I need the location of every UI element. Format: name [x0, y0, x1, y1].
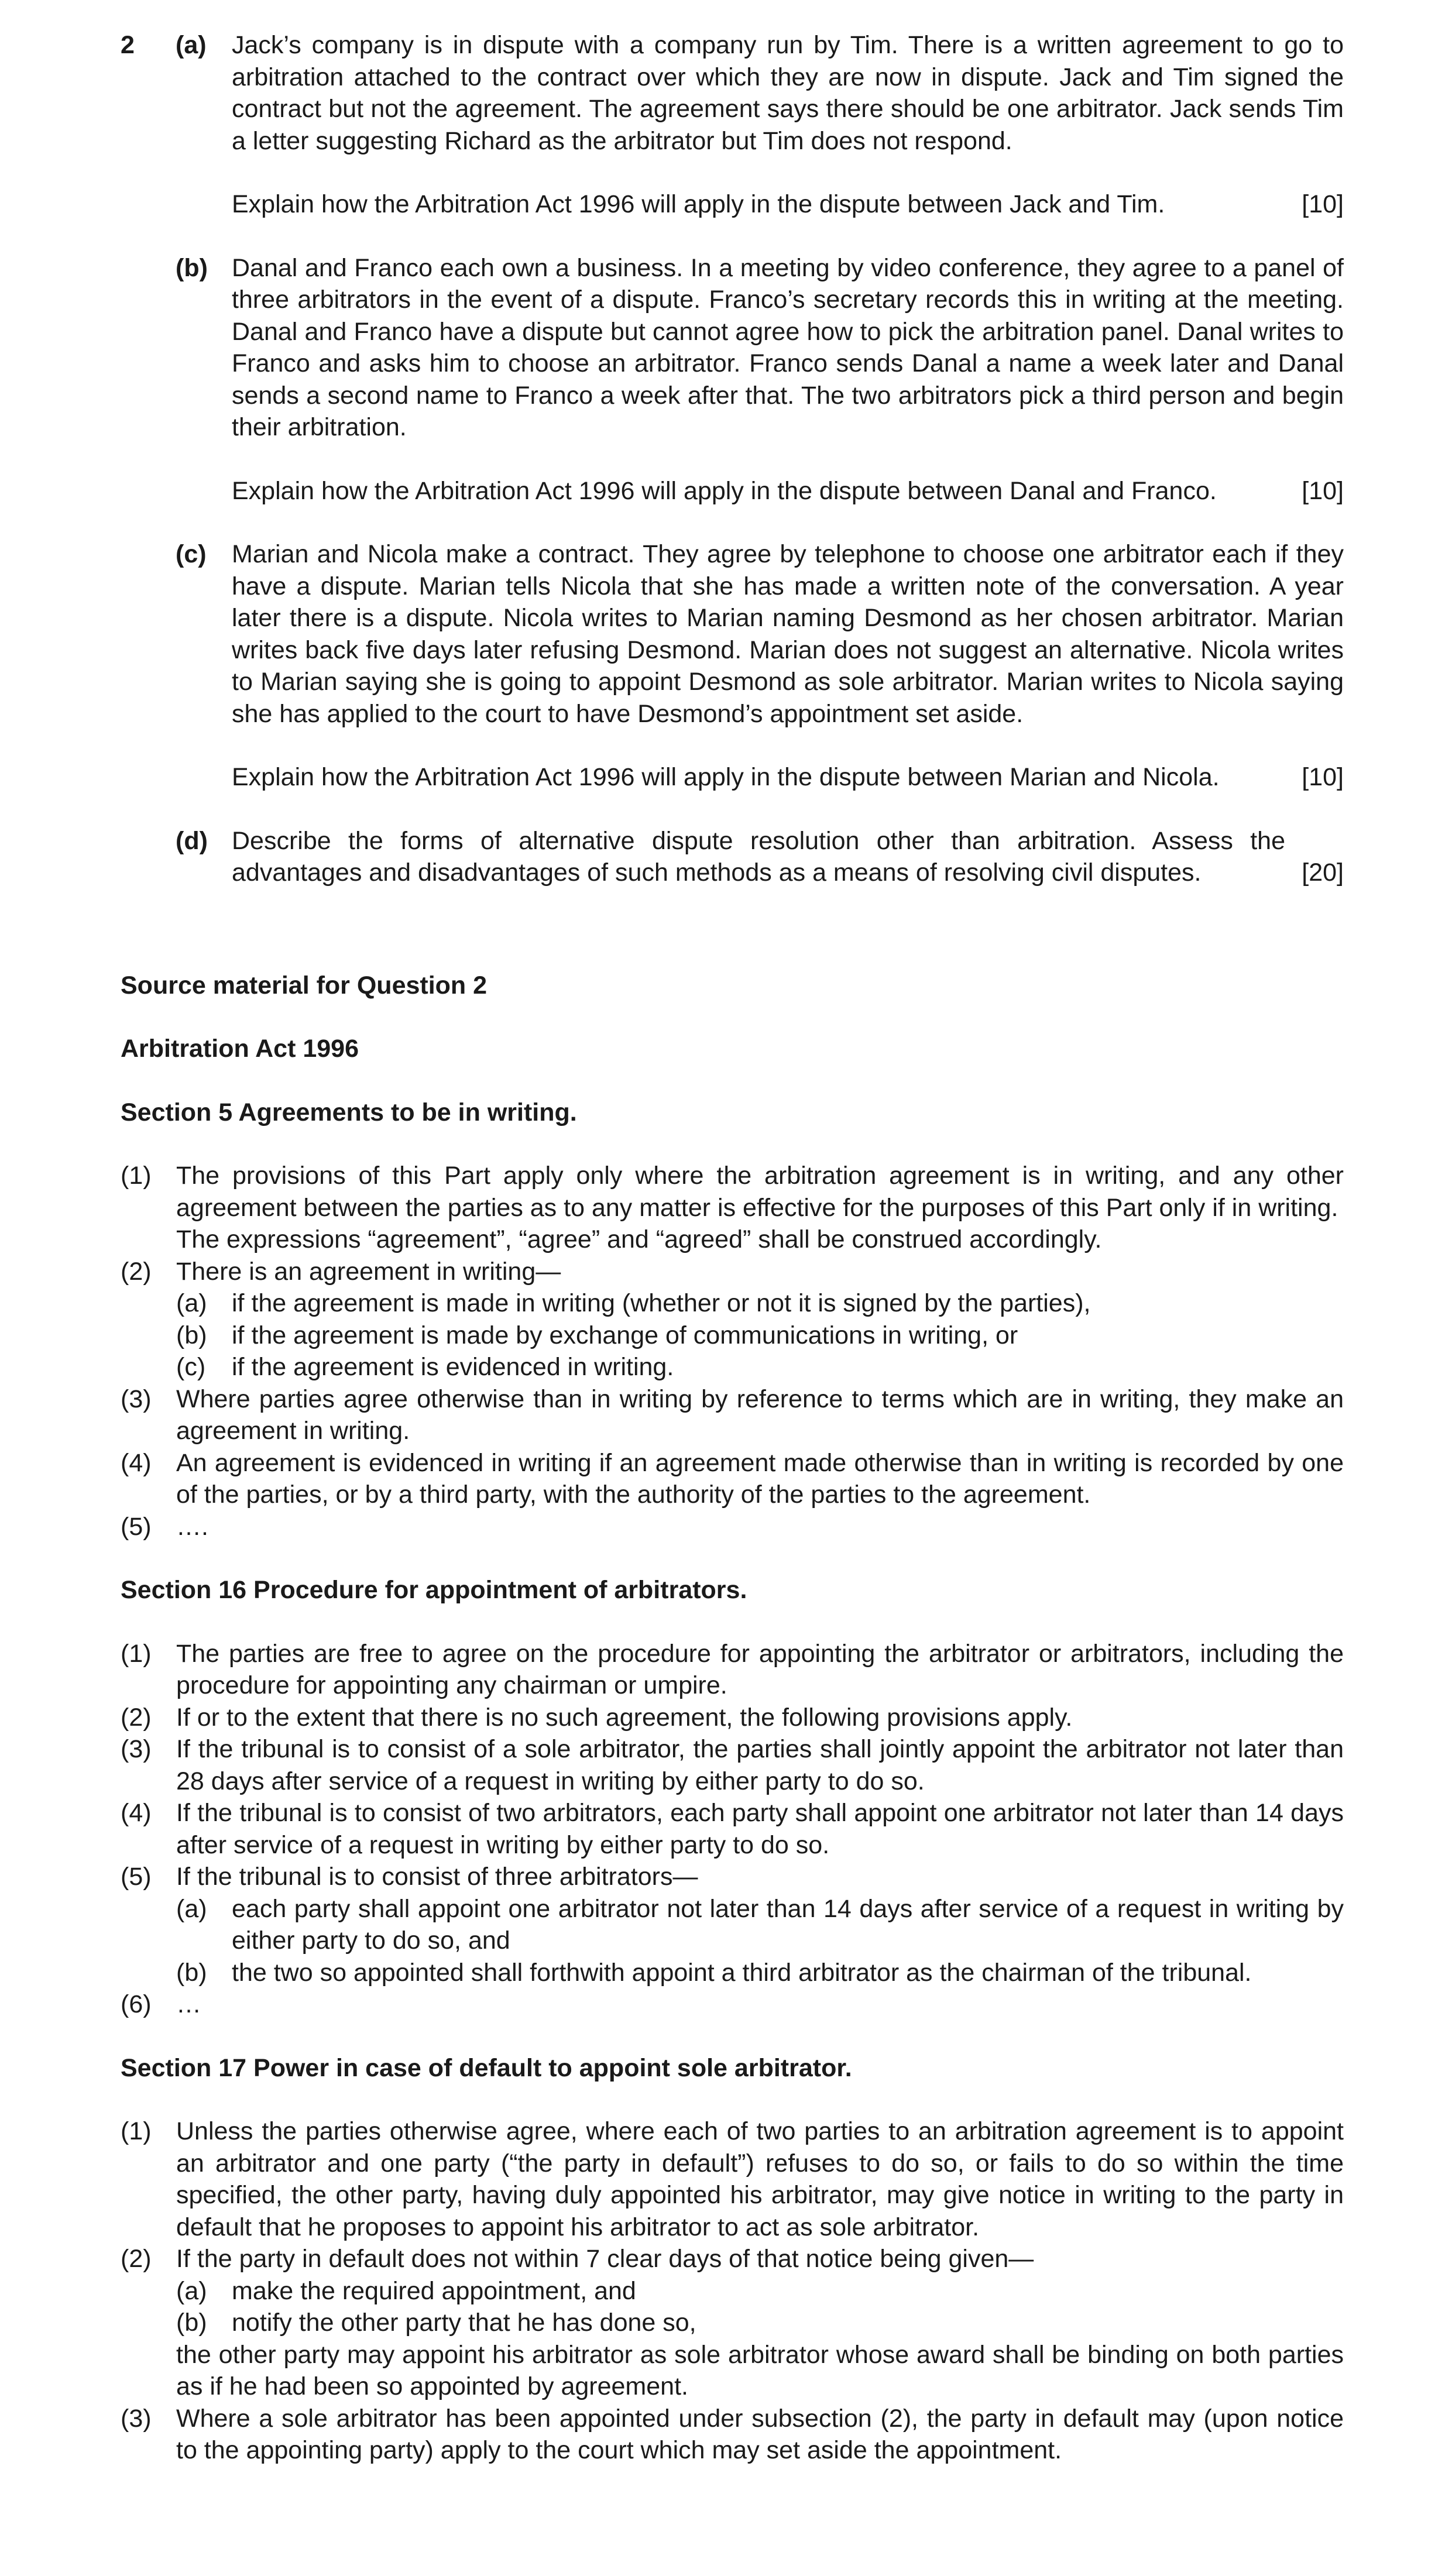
subitem-label: (b) — [176, 2309, 207, 2337]
part-d — [121, 825, 1344, 889]
act-title: Arbitration Act 1996 — [121, 1035, 359, 1063]
part-b — [121, 252, 1344, 507]
part-task — [232, 475, 1344, 507]
section-16-title: Section 16 Procedure for appointment of arbitrators. — [121, 1576, 747, 1604]
s16-item-6 — [121, 1988, 1344, 2021]
item-label: (3) — [121, 1385, 152, 1413]
subitem-text: the two so appointed shall forthwith appoint a third arbitrator as the chairman of the tribunal. — [232, 1958, 1252, 1987]
subitem-label: (c) — [176, 1353, 206, 1381]
task-text: Explain how the Arbitration Act 1996 will apply in the dispute between Jack and Tim. — [232, 190, 1165, 218]
item-text: If or to the extent that there is no such agreement, the following provisions apply. — [176, 1703, 1073, 1732]
s17-item-2b — [121, 2307, 1344, 2339]
s16-item-3 — [121, 1733, 1344, 1797]
s17-item-2a — [121, 2275, 1344, 2307]
part-scenario: Marian and Nicola make a contract. They agree by telephone to choose one arbitrator each if they have a dispute. Marian tells Nicola that she has made a written note of the conversation. A year later there is a dispute. Nicola writes to Marian naming Desmond as her chosen arbitrator. Marian writes back five days later refusing Desmond. Marian does not suggest an alternative. Nicola writes to Marian saying she is going to appoint Desmond as sole arbitrator. Marian writes to Nicola saying she has applied to the court to have Desmond’s appointment set aside. — [232, 540, 1344, 728]
item-extra: The expressions “agreement”, “agree” and “agreed” shall be construed accordingly. — [176, 1225, 1102, 1253]
part-scenario — [232, 825, 1344, 889]
s5-item-4 — [121, 1447, 1344, 1511]
s5-item-2c — [121, 1351, 1344, 1383]
part-scenario: Danal and Franco each own a business. In a meeting by video conference, they agree to a panel of three arbitrators in the event of a dispute. Franco’s secretary records this in writing at the meeting. Danal and Franco have a dispute but cannot agree how to pick the arbitration panel. Danal writes to Franco and asks him to choose an arbitrator. Franco sends Danal a name a week later and Danal sends a second name to Franco a week after that. The two arbitrators pick a third person and begin their arbitration. — [232, 253, 1344, 441]
item-text: … — [176, 1990, 201, 2018]
item-text: …. — [176, 1512, 208, 1541]
item-label: (2) — [121, 1703, 152, 1732]
subitem-label: (b) — [176, 1321, 207, 1349]
subitem-text: if the agreement is evidenced in writing. — [232, 1353, 674, 1381]
item-text: The provisions of this Part apply only where the arbitration agreement is in writing, and any other agreement between the parties as to any matter is effective for the purposes of this Part only if in writing. — [176, 1162, 1344, 1222]
item-text: Unless the parties otherwise agree, where each of two parties to an arbitration agreement is to appoint an arbitrator and one party (“the party in default”) refuses to do so, or fails to do so within the time specified, the other party, having duly appointed his arbitrator, may give notice in writing to the party in default that he proposes to appoint his arbitrator to act as sole arbitrator. — [176, 2117, 1344, 2241]
item-text: If the tribunal is to consist of two arbitrators, each party shall appoint one arbitrator not later than 14 days after service of a request in writing by either party to do so. — [176, 1799, 1344, 1859]
item-label: (2) — [121, 2245, 152, 2273]
subitem-text: make the required appointment, and — [232, 2276, 636, 2305]
s5-item-2 — [121, 1256, 1344, 1288]
s16-item-5a — [121, 1893, 1344, 1957]
subitem-label: (a) — [176, 1894, 207, 1923]
marks: [20] — [1302, 858, 1344, 887]
task-text: Explain how the Arbitration Act 1996 will apply in the dispute between Marian and Nicola. — [232, 763, 1220, 791]
section-5-title: Section 5 Agreements to be in writing. — [121, 1098, 577, 1126]
marks: [10] — [1302, 190, 1344, 218]
part-task — [232, 188, 1344, 221]
s17-item-3 — [121, 2403, 1344, 2467]
item-extra: the other party may appoint his arbitrator as sole arbitrator whose award shall be binding on both parties as if he had been so appointed by agreement. — [176, 2340, 1344, 2400]
s16-item-4 — [121, 1797, 1344, 1861]
marks: [10] — [1302, 763, 1344, 791]
part-label: (c) — [176, 540, 207, 568]
item-label: (5) — [121, 1863, 152, 1891]
subitem-text: notify the other party that he has done so, — [232, 2309, 696, 2337]
subitem-label: (a) — [176, 1289, 207, 1317]
item-label: (1) — [121, 1639, 152, 1668]
subitem-text: if the agreement is made by exchange of communications in writing, or — [232, 1321, 1018, 1349]
source-heading: Source material for Question 2 — [121, 971, 488, 1000]
section-17-title: Section 17 Power in case of default to appoint sole arbitrator. — [121, 2053, 852, 2082]
s17-item-2 — [121, 2243, 1344, 2275]
s16-item-1 — [121, 1638, 1344, 1702]
part-a — [121, 29, 1344, 221]
part-label: (a) — [176, 31, 207, 59]
s17-item-1 — [121, 2115, 1344, 2243]
item-text: If the party in default does not within 7 clear days of that notice being given— — [176, 2245, 1034, 2273]
task-text: Explain how the Arbitration Act 1996 will apply in the dispute between Danal and Franco. — [232, 476, 1217, 505]
subitem-text: each party shall appoint one arbitrator not later than 14 days after service of a request in writing by either party to do so, and — [232, 1894, 1344, 1955]
item-text: Where a sole arbitrator has been appointed under subsection (2), the party in default may (upon notice to the appointing party) apply to the court which may set aside the appointment. — [176, 2404, 1344, 2464]
part-scenario: Jack’s company is in dispute with a company run by Tim. There is a written agreement to go to arbitration attached to the contract over which they are now in dispute. Jack and Tim signed the contract but not the agreement. The agreement says there should be one arbitrator. Jack sends Tim a letter suggesting Richard as the arbitrator but Tim does not respond. — [232, 31, 1344, 155]
item-label: (3) — [121, 1735, 152, 1763]
item-label: (1) — [121, 1162, 152, 1190]
item-label: (5) — [121, 1512, 152, 1541]
part-task — [232, 761, 1344, 794]
item-text: Where parties agree otherwise than in writing by reference to terms which are in writing, they make an agreement in writing. — [176, 1385, 1344, 1445]
subitem-text: if the agreement is made in writing (whether or not it is signed by the parties), — [232, 1289, 1091, 1317]
item-label: (4) — [121, 1448, 152, 1477]
item-text: If the tribunal is to consist of three arbitrators— — [176, 1863, 698, 1891]
item-label: (3) — [121, 2404, 152, 2433]
item-text: An agreement is evidenced in writing if an agreement made otherwise than in writing is recorded by one of the parties, or by a third party, with the authority of the parties to the agreement. — [176, 1448, 1344, 1509]
part-label: (d) — [176, 826, 208, 855]
s5-item-1 — [121, 1160, 1344, 1256]
item-label: (6) — [121, 1990, 152, 2018]
item-text: There is an agreement in writing— — [176, 1257, 561, 1286]
s5-item-2a — [121, 1287, 1344, 1320]
s5-item-2b — [121, 1320, 1344, 1352]
item-label: (4) — [121, 1799, 152, 1827]
item-label: (2) — [121, 1257, 152, 1286]
item-text: The parties are free to agree on the procedure for appointing the arbitrator or arbitrators, including the procedure for appointing any chairman or umpire. — [176, 1639, 1344, 1699]
subitem-label: (a) — [176, 2276, 207, 2305]
s5-item-3 — [121, 1383, 1344, 1447]
s16-item-2 — [121, 1702, 1344, 1734]
s5-item-5 — [121, 1511, 1344, 1543]
exam-page — [121, 29, 1344, 2467]
question-number: 2 — [121, 31, 135, 59]
item-text: If the tribunal is to consist of a sole arbitrator, the parties shall jointly appoint the arbitrator not later than 28 days after service of a request in writing by either party to do so. — [176, 1735, 1344, 1795]
s16-item-5b — [121, 1957, 1344, 1989]
part-c — [121, 538, 1344, 794]
part-text: Describe the forms of alternative dispute resolution other than arbitration. Assess the advantages and disadvantages of such methods as a means of resolving civil disputes. — [232, 826, 1285, 887]
s17-item-2-extra — [121, 2339, 1344, 2403]
part-label: (b) — [176, 253, 208, 282]
marks: [10] — [1302, 476, 1344, 505]
s16-item-5 — [121, 1861, 1344, 1893]
subitem-label: (b) — [176, 1958, 207, 1987]
item-label: (1) — [121, 2117, 152, 2145]
question-2 — [121, 29, 1344, 889]
